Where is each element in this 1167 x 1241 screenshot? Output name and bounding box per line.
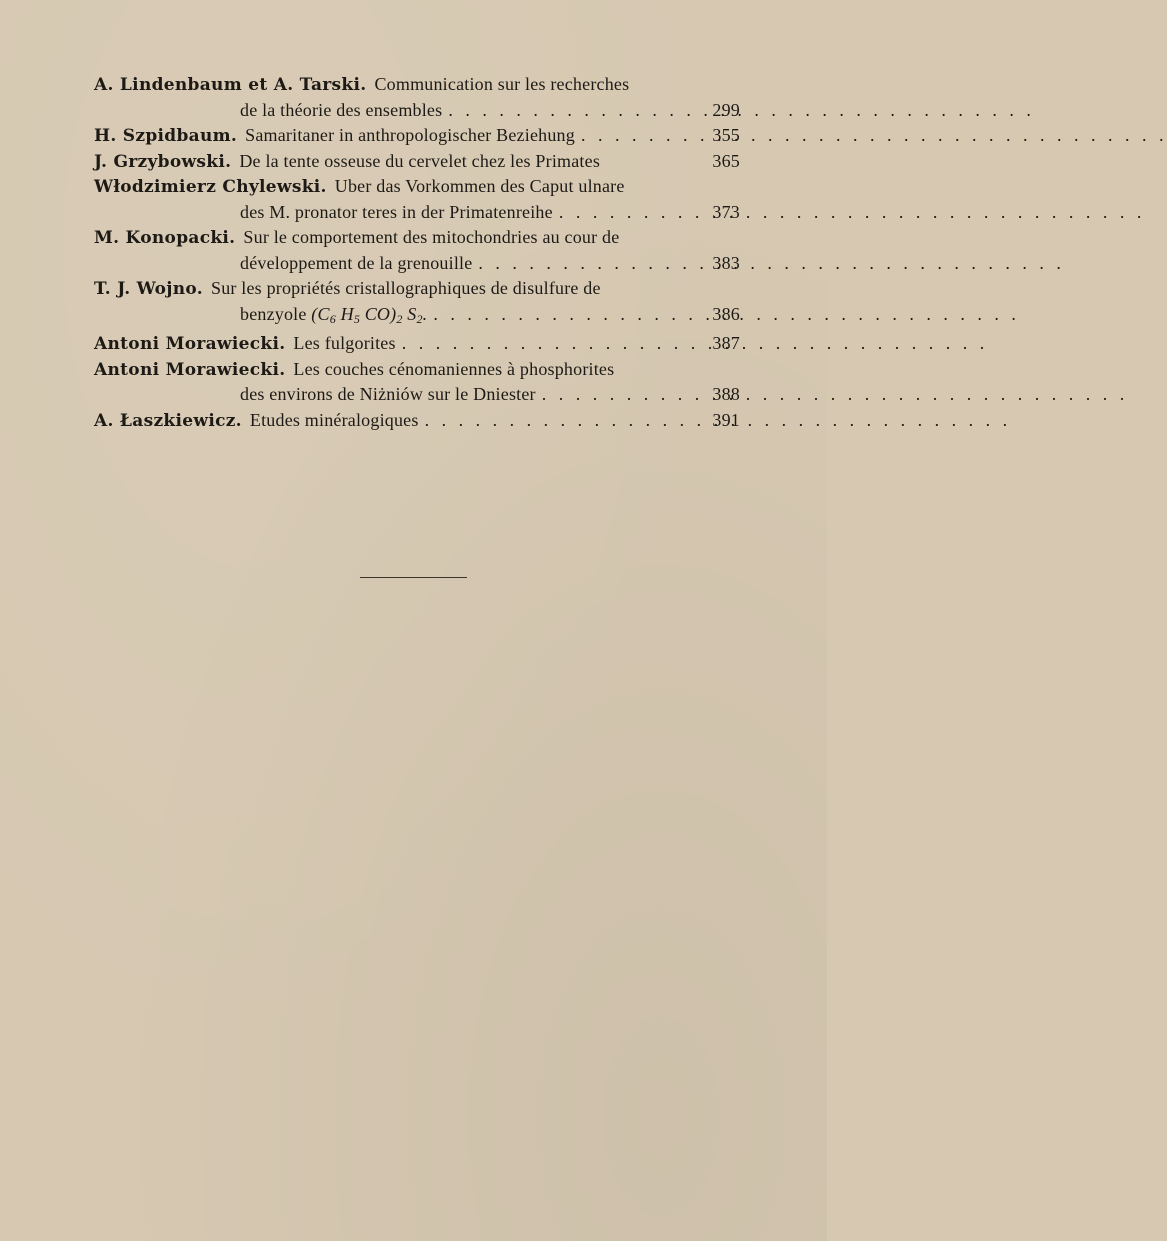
toc-entry-line (94, 174, 740, 200)
toc-entry (94, 225, 740, 276)
entry-page-number: 365 (712, 150, 740, 171)
entry-author: A. Łaszkiewicz. (94, 410, 242, 431)
toc-entry (94, 357, 740, 408)
leader-dots (581, 123, 698, 149)
formula-part: H (340, 303, 354, 324)
leader-dots (559, 200, 698, 226)
entry-title: Etudes minéralogiques (249, 409, 419, 430)
toc-entry-line (94, 302, 740, 328)
toc-entry-line (94, 72, 740, 98)
formula-subscript: 5 (353, 311, 361, 326)
formula-part: C (317, 303, 330, 324)
entry-author: Antoni Morawiecki. (94, 359, 286, 380)
entry-title-continued: des M. pronator teres in der Primatenreihe (240, 201, 553, 222)
entry-author: H. Szpidbaum. (94, 126, 238, 146)
toc-entry-line (94, 149, 740, 175)
entry-author: J. Grzybowski. (94, 151, 232, 172)
toc-entry-line (94, 276, 740, 302)
toc-entry (94, 276, 740, 327)
entry-page-number: 383 (712, 252, 740, 273)
formula-part: . (422, 303, 428, 324)
toc-entry-line (94, 225, 740, 251)
entry-author: Włodzimierz Chylewski. (94, 177, 327, 197)
entry-title: Sur le comportement des mitochondries au cour de (243, 227, 620, 247)
entry-author: M. Konopacki. (94, 228, 236, 248)
entry-title: Les couches cénomaniennes à phosphorites (293, 358, 615, 379)
entry-title-continued: des environs de Niżniów sur le Dniester (240, 384, 536, 404)
toc-entry-line (94, 357, 740, 383)
entry-page-number: 386 (712, 303, 740, 324)
formula-subscript: 6 (329, 311, 336, 326)
chemical-formula (311, 304, 427, 324)
toc-entry-line (94, 123, 740, 149)
entry-title: De la tente osseuse du cervelet chez les Primates (239, 150, 601, 171)
formula-part: CO) (360, 303, 397, 324)
formula-subscript: 2 (416, 311, 423, 326)
entry-title: Uber das Vorkommen des Caput ulnare (334, 176, 625, 196)
leader-dots (402, 331, 698, 357)
formula-part: S (402, 303, 417, 324)
entry-title-continued: de la théorie des ensembles (240, 99, 443, 120)
entry-title: Sur les propriétés cristallographiques de disulfure de (210, 278, 601, 298)
entry-title: Samaritaner in anthropologischer Beziehung (245, 125, 575, 145)
entry-title-continued (240, 302, 427, 333)
formula-subscript: 2 (396, 311, 403, 326)
toc-entry (94, 174, 740, 225)
toc-entry (94, 72, 740, 123)
formula-part: ( (311, 303, 318, 324)
leader-dots (542, 382, 698, 408)
entry-title-continued: développement de la grenouille (240, 252, 473, 273)
toc-entry-line (94, 251, 740, 277)
entry-author: A. Lindenbaum et A. Tarski. (94, 75, 367, 95)
entry-title: Les fulgorites (293, 333, 396, 353)
toc-entry (94, 408, 740, 434)
toc-entry (94, 331, 740, 357)
leader-dots (433, 302, 698, 328)
section-divider (360, 577, 467, 578)
entry-title: Communication sur les recherches (374, 74, 630, 94)
toc-entry-line (94, 408, 740, 434)
entry-page-number: 299 (712, 99, 740, 120)
leader-dots (448, 98, 698, 124)
leader-dots (478, 251, 698, 277)
entry-page-number: 387 (712, 333, 740, 353)
entry-page-number: 391 (712, 409, 740, 430)
table-of-contents (94, 72, 740, 433)
entry-page-number: 388 (712, 384, 740, 404)
toc-entry (94, 149, 740, 175)
toc-entry-line (94, 200, 740, 226)
toc-entry-line (94, 382, 740, 408)
toc-entry-line (94, 331, 740, 357)
leader-dots (425, 408, 698, 434)
toc-entry-line (94, 98, 740, 124)
entry-page-number: 355 (712, 125, 740, 145)
formula-prefix: benzyole (240, 303, 307, 324)
entry-author: Antoni Morawiecki. (94, 334, 286, 354)
entry-page-number: 373 (712, 201, 740, 222)
entry-author: T. J. Wojno. (94, 279, 203, 299)
toc-entry (94, 123, 740, 149)
